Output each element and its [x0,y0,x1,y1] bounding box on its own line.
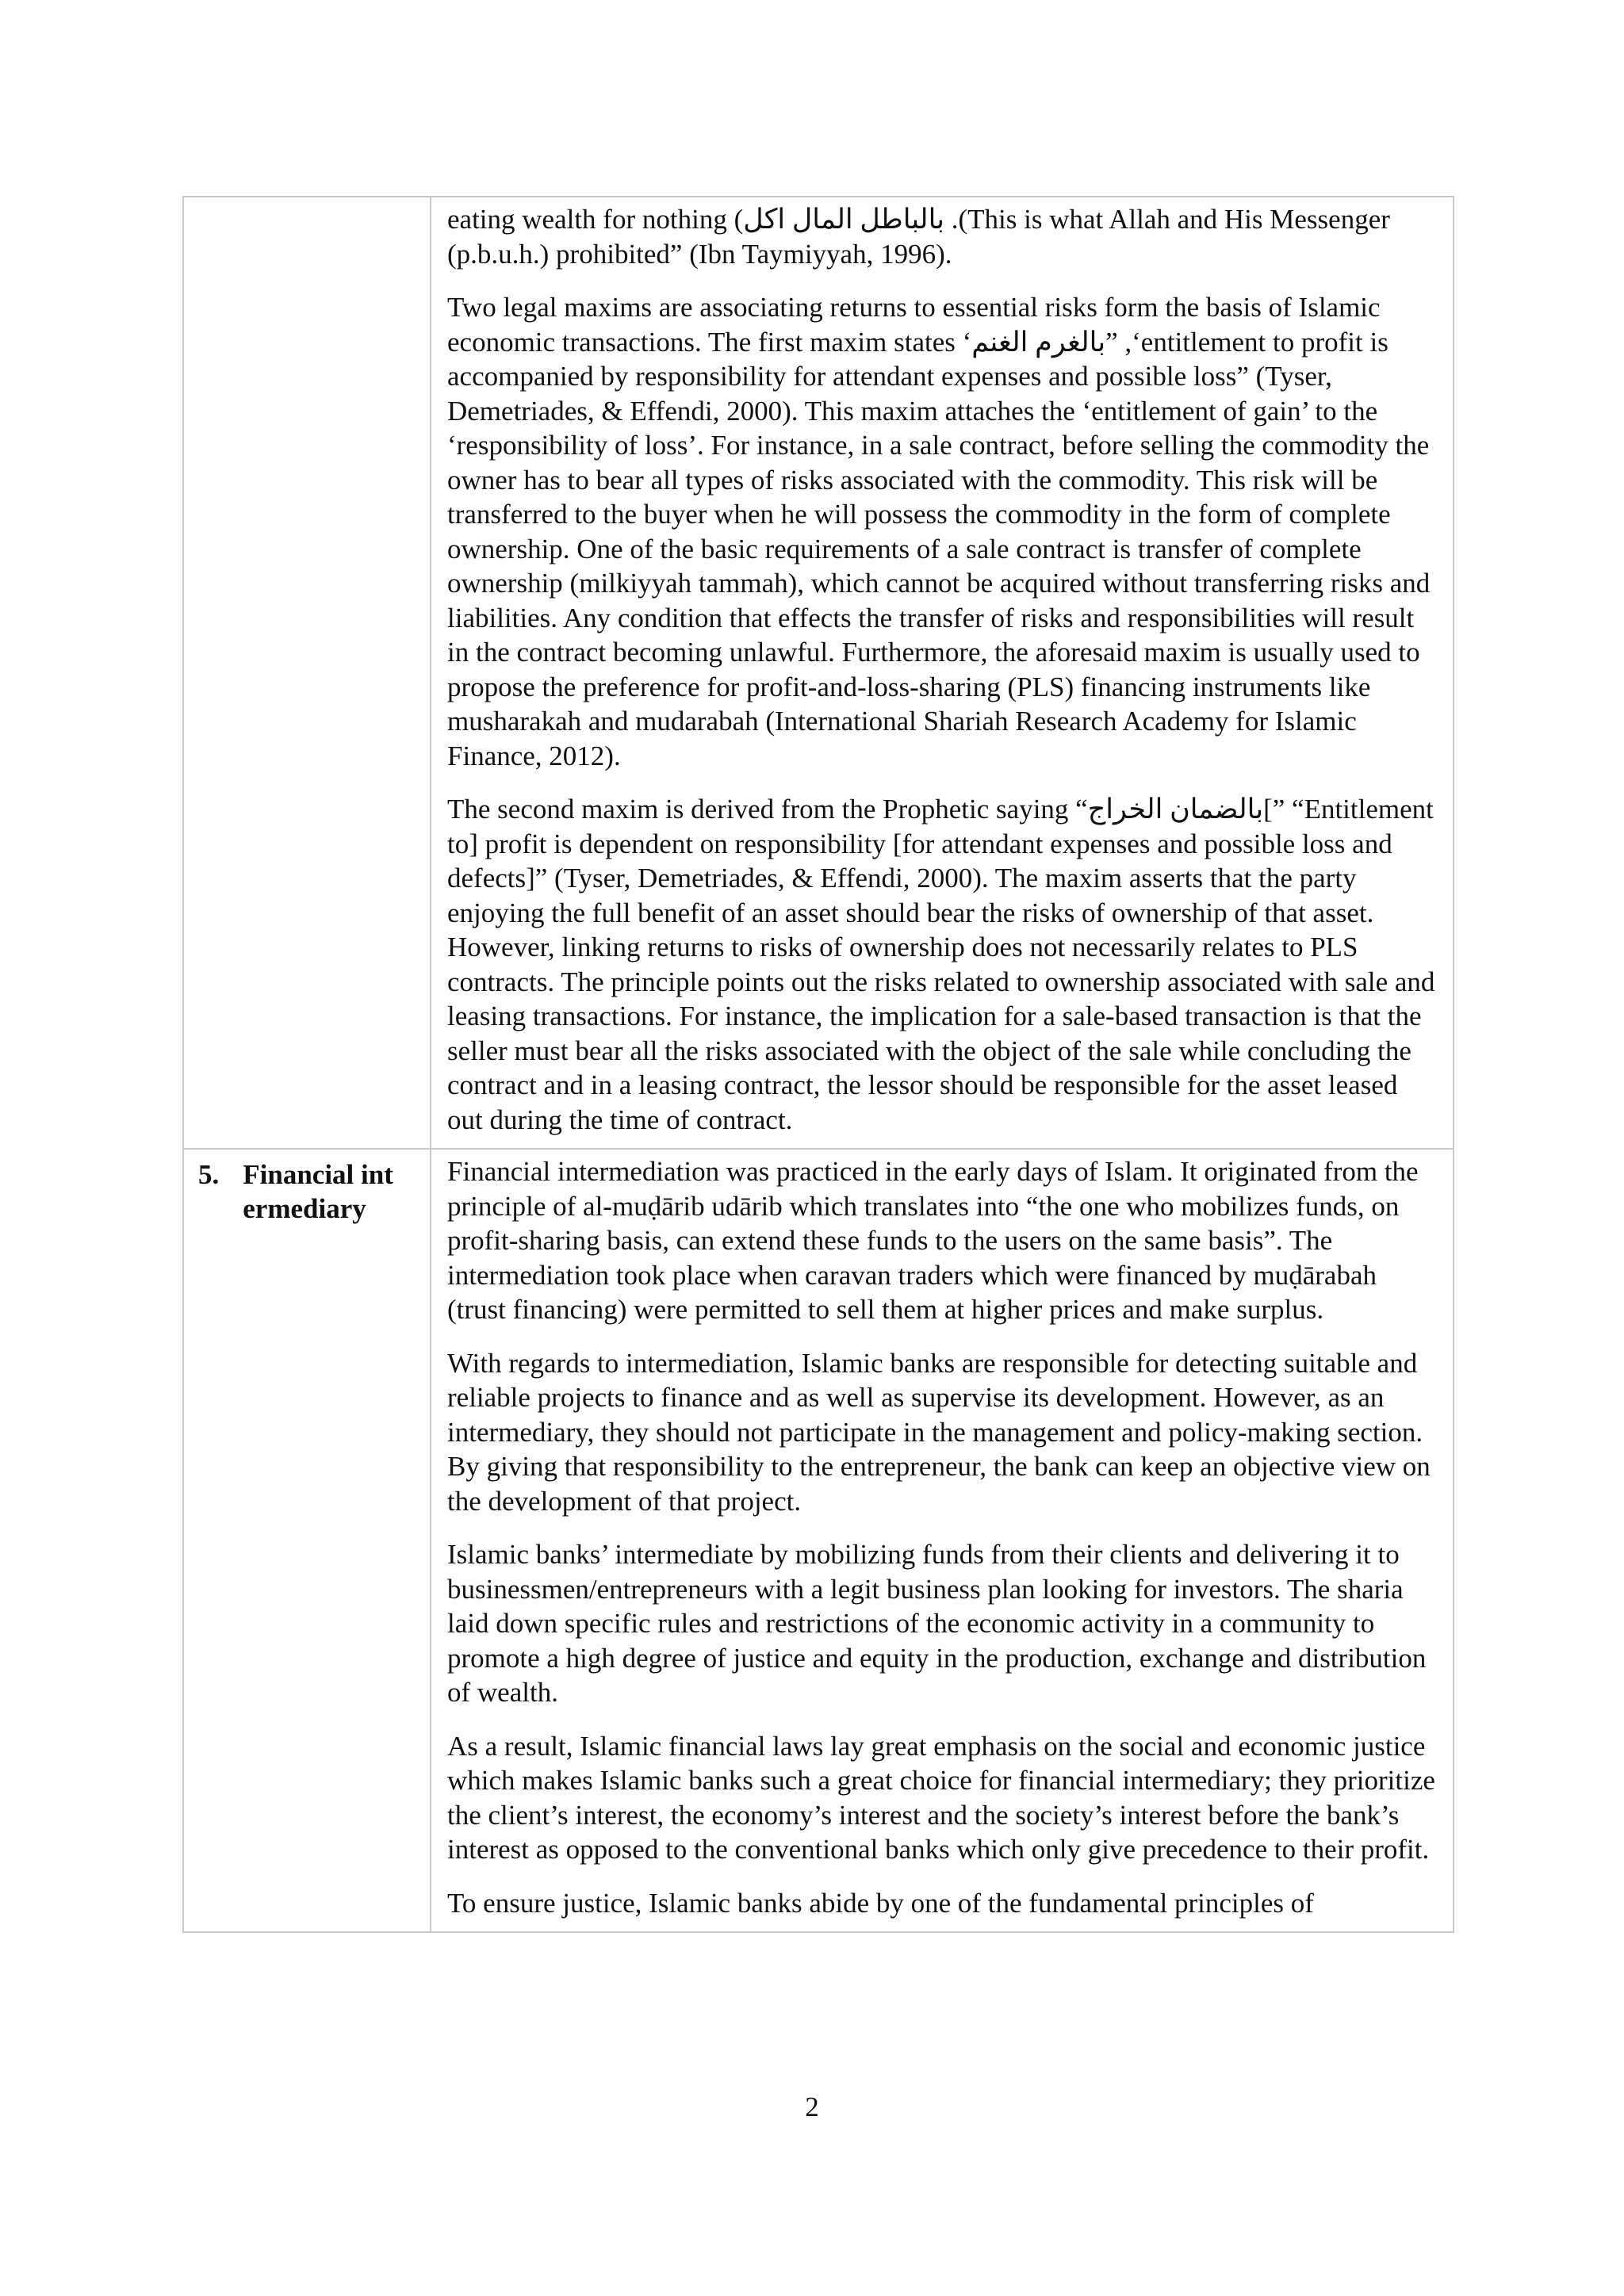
paragraph: As a result, Islamic financial laws lay great emphasis on the social and economic justice which makes Islamic banks such a great choice for financial intermediary; they prioritize the client’s interest, the economy’s interest and the society’s interest before the bank’s interest as opposed to the conventional banks which only give precedence to their profit. [447,1730,1435,1865]
paragraph: The second maxim is derived from the Prophetic saying “بالضمان الخراج[” “Entitlement to] profit is dependent on responsibility [for attendant expenses and possible loss and defects]” (Tyser, Demetriades, & Effendi, 2000). The maxim asserts that the party enjoying the full benefit of an asset should bear the risks of ownership of that asset. However, linking returns to risks of ownership does not necessarily relates to PLS contracts. The principle points out the risks related to ownership associated with sale and leasing transactions. For instance, the implication for a sale-based transaction is that the seller must bear all the risks associated with the object of the sale while concluding the contract and in a leasing contract, the lessor should be responsible for the asset leased out during the time of contract. [447,794,1435,1135]
row-label-cell-empty [183,197,431,1149]
paragraph: Two legal maxims are associating returns to essential risks form the basis of Islamic economic transactions. The first maxim states ‘بالغرم الغنم” ,‘entitlement to profit is accompanied by responsibility for attendant expenses and possible loss” (Tyser, Demetriades, & Effendi, 2000). This maxim attaches the ‘entitlement of gain’ to the ‘responsibility of loss’. For instance, in a sale contract, before selling the commodity the owner has to bear all types of risks associated with the commodity. This risk will be transferred to the buyer when he will possess the commodity in the form of complete ownership. One of the basic requirements of a sale contract is transfer of complete ownership (milkiyyah tammah), which cannot be acquired without transferring risks and liabilities. Any condition that effects the transfer of risks and responsibilities will result in the contract becoming unlawful. Furthermore, the aforesaid maxim is usually used to propose the preference for profit-and-loss-sharing (PLS) financing instruments like musharakah and mudarabah (International Shariah Research Academy for Islamic Finance, 2012). [447,292,1431,771]
row-label: Financial intermediary [243,1159,393,1224]
content-table [182,196,1454,1933]
paragraph: eating wealth for nothing (بالباطل المال اكل .(This is what Allah and His Messenger (p.b.u.h.) prohibited” (Ibn Taymiyyah, 1996). [447,204,1390,270]
paragraph: To ensure justice, Islamic banks abide by one of the fundamental principles of [447,1887,1314,1919]
page-number: 2 [805,2091,819,2122]
paragraph: Financial intermediation was practiced in the early days of Islam. It originated from the principle of al-muḍārib udārib which translates into “the one who mobilizes funds, on profit-sharing basis, can extend these funds to the users on the same basis”. The intermediation took place when caravan traders which were financed by muḍārabah (trust financing) were permitted to sell them at higher prices and make surplus. [447,1156,1419,1325]
row-label-cell [183,1149,431,1932]
table-row-continued [183,197,1454,1149]
row-number: 5. [198,1159,220,1190]
paragraph: With regards to intermediation, Islamic banks are responsible for detecting suitable and reliable projects to finance and as well as supervise its development. However, as an intermediary, they should not participate in the management and policy-making section. By giving that responsibility to the entrepreneur, the bank can keep an objective view on the development of that project. [447,1347,1431,1517]
paragraph: Islamic banks’ intermediate by mobilizing funds from their clients and delivering it to businessmen/entrepreneurs with a legit business plan looking for investors. The sharia laid down specific rules and restrictions of the economic activity in a community to promote a high degree of justice and equity in the production, exchange and distribution of wealth. [447,1539,1427,1708]
row-text-cell [431,197,1454,1149]
table-row-financial-intermediary [183,1149,1454,1932]
row-text-cell [431,1149,1454,1932]
